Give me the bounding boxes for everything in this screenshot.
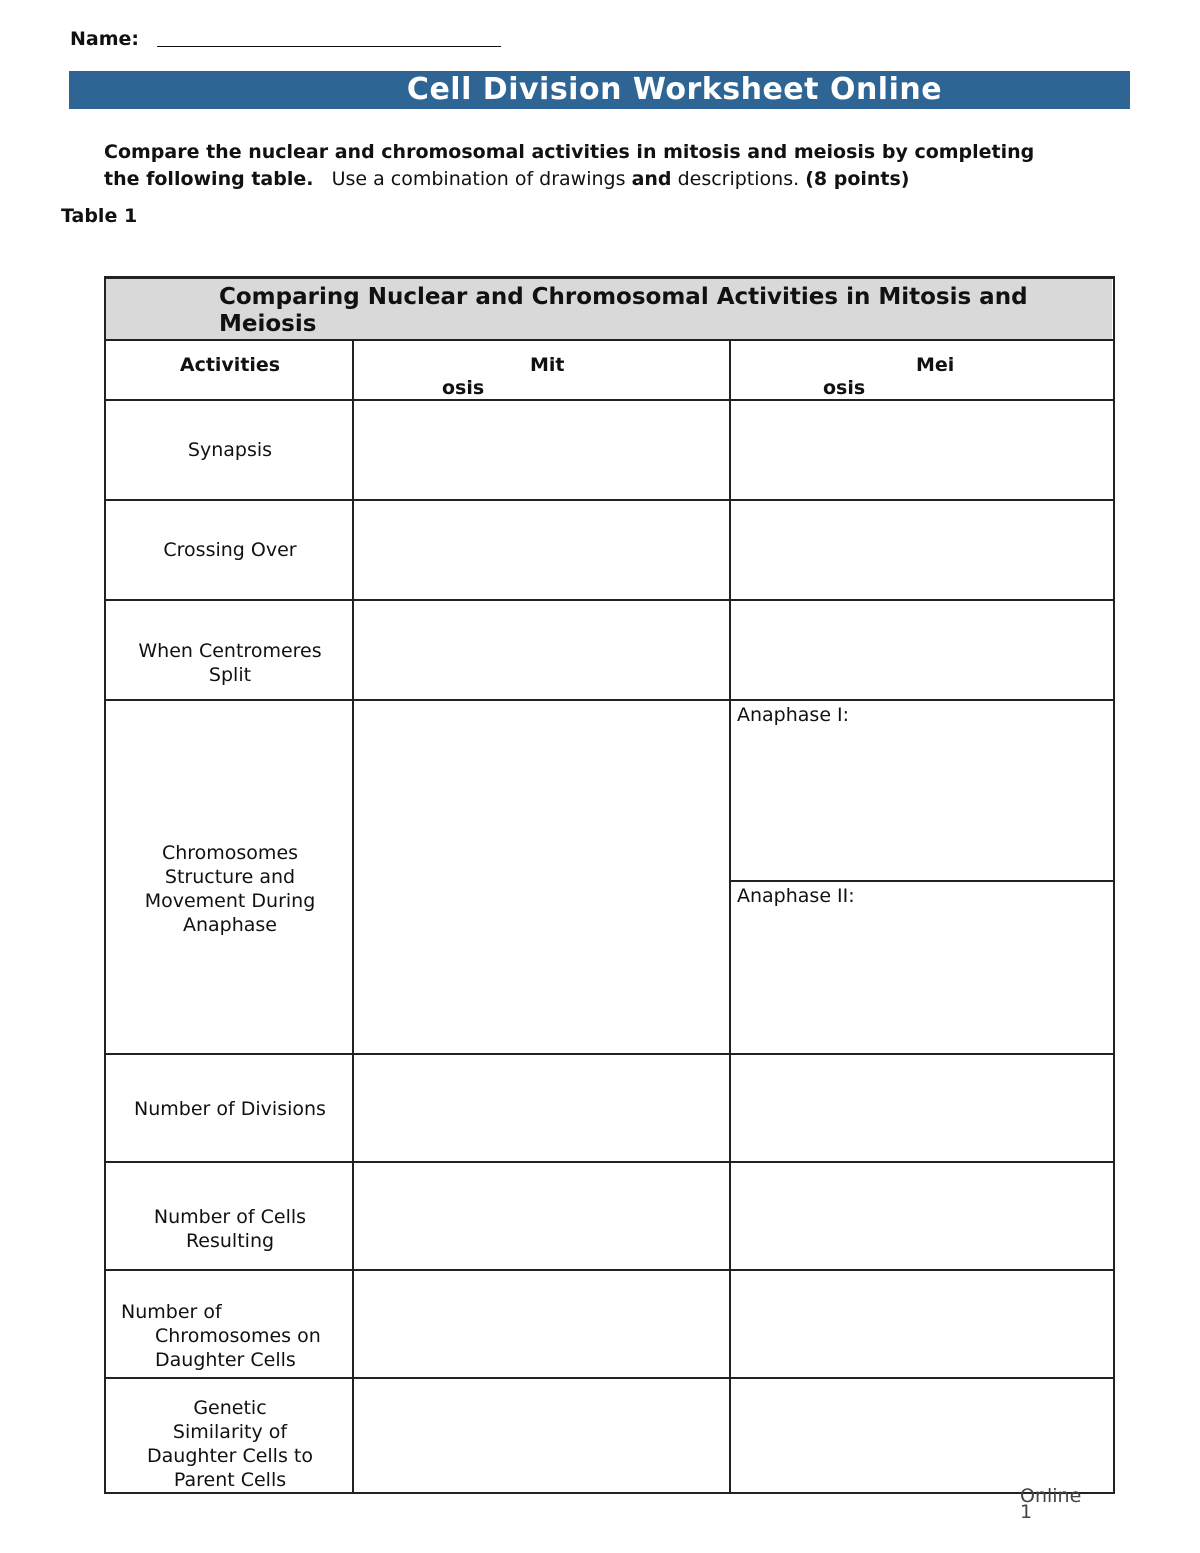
- row-label-centromeres: [106, 639, 354, 687]
- row-label-line: Chromosomes: [161, 842, 299, 864]
- row-divider: [104, 599, 1115, 601]
- row-label-line: Number of Cells: [153, 1206, 307, 1228]
- instructions-points: (8 points): [805, 168, 910, 190]
- row-label-line: Similarity of: [172, 1421, 288, 1443]
- row-label-cells: [106, 1205, 354, 1253]
- row-label-line: Movement During: [144, 890, 316, 912]
- title-banner: [69, 71, 1130, 109]
- row-label-line: Anaphase: [182, 914, 278, 936]
- page-footer: [1020, 1485, 1082, 1523]
- column-divider: [729, 339, 731, 1494]
- row-divider: [104, 1377, 1115, 1379]
- row-label-anaphase: [106, 841, 354, 937]
- table-title-line-1: Comparing Nuclear and Chromosomal Activities in Mitosis and: [219, 284, 1028, 310]
- table-border-bottom: [104, 1492, 1115, 1494]
- row-label-crossing-over: Crossing Over: [163, 539, 297, 561]
- row-divider: [104, 339, 1115, 341]
- table-label: Table 1: [61, 205, 138, 227]
- row-label-line: Split: [208, 664, 252, 686]
- worksheet-title: Cell Division Worksheet Online: [406, 72, 943, 107]
- row-label-line: Number of: [121, 1301, 222, 1323]
- row-label-line: Resulting: [185, 1230, 275, 1252]
- header-activities: Activities: [179, 354, 281, 376]
- name-label: Name:: [70, 28, 140, 50]
- instructions-line-2: [104, 168, 910, 190]
- name-field-line[interactable]: [157, 46, 501, 47]
- instructions-rest: descriptions.: [677, 168, 800, 190]
- header-mitosis-part1: Mit: [530, 354, 565, 376]
- anaphase-i-label: Anaphase I:: [737, 704, 850, 726]
- footer-page-number: 1: [1020, 1501, 1033, 1523]
- footer-line-1: Online: [1020, 1485, 1082, 1507]
- row-label-line: When Centromeres: [138, 640, 322, 662]
- instructions-normal-part: Use a combination of drawings: [331, 168, 626, 190]
- row-divider: [104, 399, 1115, 401]
- row-label-synapsis: Synapsis: [187, 439, 273, 461]
- header-meiosis-part2: osis: [823, 377, 866, 399]
- row-label-line: Genetic: [193, 1397, 267, 1419]
- table-border-top: [104, 276, 1115, 279]
- header-mitosis-part2: osis: [442, 377, 485, 399]
- row-divider: [104, 1053, 1115, 1055]
- anaphase-ii-label: Anaphase II:: [737, 885, 855, 907]
- row-label-line: Daughter Cells: [155, 1349, 296, 1371]
- row-divider: [104, 1269, 1115, 1271]
- row-divider: [104, 1161, 1115, 1163]
- row-label-line: Structure and: [164, 866, 296, 888]
- instructions-and: and: [631, 168, 672, 190]
- instructions-line-1: Compare the nuclear and chromosomal activities in mitosis and meiosis by completing: [104, 141, 1035, 163]
- table-border-right: [1113, 276, 1115, 1494]
- row-divider: [104, 499, 1115, 501]
- instructions-bold-part: the following table.: [104, 168, 314, 190]
- row-label-divisions: Number of Divisions: [134, 1098, 326, 1120]
- table-title: [219, 284, 1099, 338]
- header-meiosis-part1: Mei: [916, 354, 955, 376]
- row-label-genetic-similarity: [106, 1396, 354, 1492]
- row-divider: [104, 699, 1115, 701]
- row-label-line: Chromosomes on: [155, 1325, 321, 1347]
- anaphase-divider: [730, 880, 1115, 882]
- table-title-line-2: Meiosis: [219, 311, 317, 337]
- row-label-line: Parent Cells: [173, 1469, 287, 1491]
- row-label-line: Daughter Cells to: [147, 1445, 313, 1467]
- row-label-chromosomes: [106, 1300, 354, 1372]
